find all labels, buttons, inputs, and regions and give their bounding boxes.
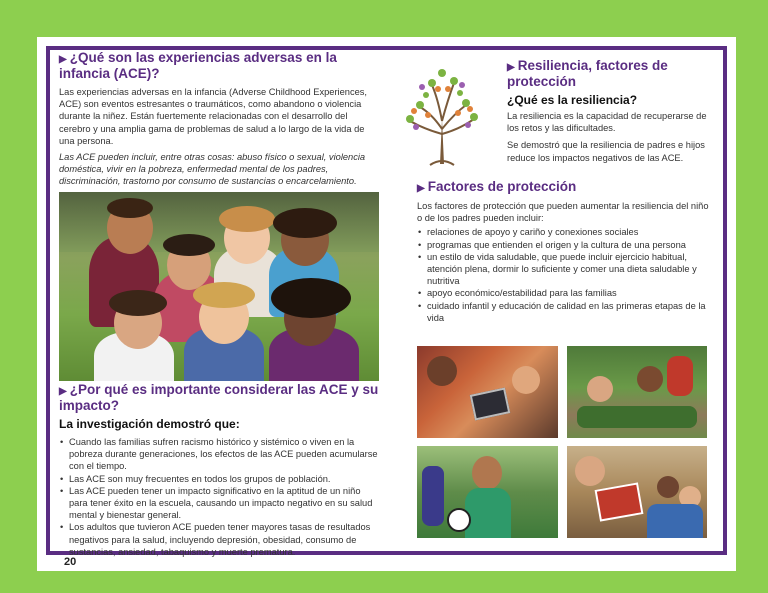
soccer-girl-photo: [417, 446, 558, 538]
what-is-resilience-heading: ¿Qué es la resiliencia?: [507, 93, 638, 107]
resilience-definition: La resiliencia es la capacidad de recuperarse de los retos y las dificultades.: [507, 111, 707, 134]
triangle-right-icon: ▶: [59, 386, 67, 397]
list-item: • Las ACE son muy frecuentes en todos los grupos de población.: [59, 473, 379, 485]
list-item: • Las ACE pueden tener un impacto significativo en la aptitud de un niño para tener éxito en la escuela, causando un impacto negativo en su salud mental y bienestar general.: [59, 485, 379, 522]
why-section: [59, 383, 379, 558]
protective-factors-list: [417, 226, 713, 324]
list-item: • relaciones de apoyo y cariño y conexiones sociales: [417, 226, 713, 238]
list-item: • cuidado infantil y educación de calidad en las primeras etapas de la vida: [417, 300, 713, 324]
list-item: • programas que entienden el origen y la cultura de una persona: [417, 239, 713, 251]
why-section-title: ▶ ¿Por qué es importante considerar las ACE y su impacto?: [59, 382, 379, 413]
triangle-right-icon: ▶: [59, 54, 67, 65]
list-item: • apoyo económico/estabilidad para las familias: [417, 287, 713, 299]
triangle-right-icon: ▶: [507, 62, 515, 73]
resilience-section: [507, 59, 717, 164]
kids-with-tablet-photo: [417, 346, 558, 438]
ace-intro-paragraph: Las experiencias adversas en la infancia (Adverse Childhood Experiences, ACE) son eventos estresantes o traumáticos, como abandono o violencia durante la niñez. Están fuertemente relacionadas con el desarrollo del cerebro y una amplia gama de problemas de salud a lo largo de la vida de una persona.: [59, 87, 368, 146]
list-item: • Cuando las familias sufren racismo histórico y sistémico o viven en la pobreza durante generaciones, los efectos de las ACE pueden acumularse con el tiempo.: [59, 436, 379, 473]
storytime-photo: [567, 446, 707, 538]
list-item: • un estilo de vida saludable, que puede incluir ejercicio habitual, atención plena, dormir lo suficiente y comer una dieta saludable y nutritiva: [417, 251, 713, 288]
page-number: 20: [64, 556, 77, 568]
brochure-page: [37, 37, 736, 571]
research-heading: La investigación demostró que:: [59, 417, 240, 431]
protective-factors-section: [417, 180, 713, 324]
tree-of-life-icon: [402, 59, 482, 169]
list-item: • Los adultos que tuvieron ACE pueden tener mayores tasas de resultados negativos para la salud, incluyendo depresión, obesidad, consumo de sustancias, ansiedad, tabaquismo y muerte prematura.: [59, 521, 379, 558]
triangle-right-icon: ▶: [417, 183, 425, 194]
ace-section-title: ▶ ¿Qué son las experiencias adversas en la infancia (ACE)?: [59, 50, 337, 81]
protective-factors-title: ▶ Factores de protección: [417, 179, 577, 194]
garden-photo: [567, 346, 707, 438]
children-group-photo: [59, 192, 379, 381]
resilience-impact: Se demostró que la resiliencia de padres e hijos reduce los impactos negativos de las ACE.: [507, 140, 705, 163]
left-column: [59, 51, 379, 188]
ace-examples-paragraph: Las ACE pueden incluir, entre otras cosas: abuso físico o sexual, violencia doméstica, vivir en la pobreza, enfermedad mental de los padres, discriminación, trastorno por consumo de sustancias o encarcelamiento.: [59, 152, 366, 187]
resilience-section-title: ▶ Resiliencia, factores de protección: [507, 58, 668, 89]
protective-factors-intro: Los factores de protección que pueden aumentar la resiliencia del niño o de los padres pueden incluir:: [417, 201, 709, 224]
research-list: [59, 436, 379, 558]
